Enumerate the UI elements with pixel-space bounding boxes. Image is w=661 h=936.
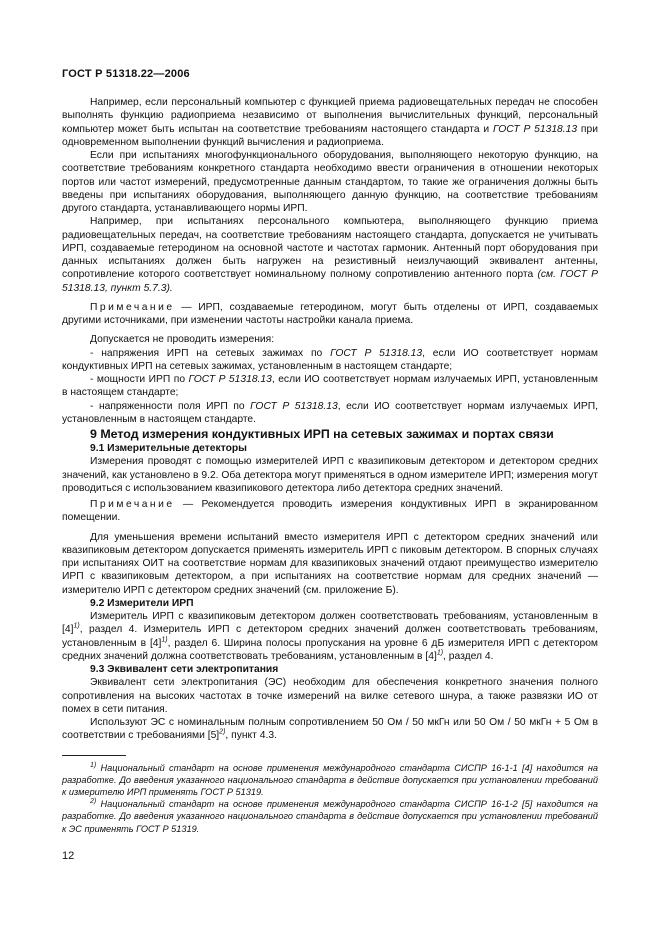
paragraph-detectors: Измерения проводят с помощью измерителей ИРП с квазипиковым детектором и детектором средних значений, как установлено в 9.2. Оба детектора могут применяться в одном измерителе ИРП; измерения могут проводиться с использованием квазипикового детектора либо детектора средних значений. (62, 456, 598, 494)
note-label: Примечание (90, 301, 175, 313)
paragraph-multifunction: Если при испытаниях многофункционального оборудования, выполняющего некоторую функцию, на соответствие требованиям конкретного стандарта необходимо ввести ограничения в отношении некоторых портов или частот измерений, предусмотренные данным стандартом, то такие же ограничения должны быть введены при испытаниях оборудования, выполняющего данную функцию, на соответствие требованиям другого стандарта, устанавливающего нормы ИРП. (62, 150, 598, 214)
subsection-9-1-heading: 9.1 Измерительные детекторы (90, 443, 247, 454)
paragraph-meters: Измеритель ИРП с квазипиковым детектором должен соответствовать требованиям, установленным в $[4]^{1)}$, раздел 4. Измеритель ИРП с детектором средних значений должен соответствовать требованиям, установленным в $[4]^{1)}$, раздел 6. Ширина полосы пропускания на уровне 6 дБ измерителя ИРП с детектором средних значений должна соответствовать требованиям, установленным в $[4]^{1)}$, раздел 4. (62, 611, 598, 662)
footnote-mark: 1) (90, 761, 97, 769)
footnote-ref: 1) (161, 636, 168, 644)
standard-reference: ГОСТ Р 51318.13 (492, 123, 578, 135)
footnote-ref: 2) (219, 728, 226, 736)
paragraph-pc-radio: Например, если персональный компьютер с функцией приема радиовещательных передач не способен выполнять функцию радиоприема независимо от выполнения вычислительных функций, персональный компьютер может быть испытан на соответствие требованиям настоящего стандарта и ГОСТ Р 51318.13 при одновременном выполнении функций вычисления и радиоприема. (62, 97, 598, 148)
paragraph-lisn-impedance: Используют ЭС с номинальным полным сопротивлением 50 Ом / 50 мкГн или 50 Ом / 50 мкГн + 5 Ом в соответствии с требованиями $[5]^{2)}$, пункт 4.3. (62, 717, 598, 742)
footnote-1: $^{1)}$ Национальный стандарт на основе применения международного стандарта СИСПР 16-1-1 [4] находится на разработке. До введения указанного национального стандарта в действие допускается при установлении требований к измерителю ИРП применять ГОСТ Р 51319. (62, 761, 598, 797)
page-number: 12 (62, 850, 75, 862)
footnote-2: $^{2)}$ Национальный стандарт на основе применения международного стандарта СИСПР 16-1-2 [5] находится на разработке. До введения указанного национального стандарта в действие допускается при установлении требований к ЭС применять ГОСТ Р 51319. (62, 798, 598, 834)
note-label: Примечание (90, 499, 175, 510)
paragraph-lisn: Эквивалент сети электропитания (ЭС) необходим для обеспечения конкретного значения полного сопротивления на высоких частотах в точке измерений на вилке сетевого шнура, а также развязки ИО от помех в сети питания. (62, 677, 598, 715)
document-header: ГОСТ Р 51318.22—2006 (62, 68, 190, 80)
paragraph-pc-example: Например, при испытаниях персонального компьютера, выполняющего функцию приема радиовещательных передач, на соответствие требованиям настоящего стандарта, допускается не учитывать ИРП, создаваемые гетеродином на основной частоте и частотах гармоник. Антенный порт оборудования при данных испытаниях должен быть нагружен на резистивный неизлучающий эквивалент антенны, сопротивление которого соответствует номинальному полному сопротивлению антенного порта (см. ГОСТ Р 51318.13, пункт 5.7.3). (62, 216, 598, 294)
paragraph-peak-detector: Для уменьшения времени испытаний вместо измерителя ИРП с детектором средних значений или квазипиковым детектором допускается применять измеритель ИРП с пиковым детектором. В спорных случаях при испытаниях ОИТ на соответствие нормам для квазипиковых значений отдают преимущество измерителю ИРП с квазипиковым детектором, а при испытаниях на соответствие нормам для средних значений — измерителю ИРП с детектором средних значений (см. приложение Б). (62, 531, 598, 596)
footnote-ref: 1) (436, 649, 444, 657)
note-shielded-room: Примечание — Рекомендуется проводить измерения кондуктивных ИРП в экранированном помещении. (62, 499, 598, 524)
paragraph-allowed-skip: Допускается не проводить измерения: (90, 334, 275, 346)
list-item: - напряженности поля ИРП по ГОСТ Р 51318.13, если ИО соответствует нормам излучаемых ИРП, установленным в настоящем стандарте. (62, 400, 599, 425)
footnote-divider (62, 755, 126, 756)
footnote-ref: 1) (73, 622, 80, 630)
list-item: - напряжения ИРП на сетевых зажимах по ГОСТ Р 51318.13, если ИО соответствует нормам кондуктивных ИРП на сетевых зажимах, установленным в настоящем стандарте; (62, 347, 598, 372)
page-content (62, 96, 598, 835)
note-heterodyne: Примечание — ИРП, создаваемые гетеродином, могут быть отделены от ИРП, создаваемых другими источниками, при изменении частоты настройки канала приема. (62, 301, 598, 326)
subsection-9-2-heading: 9.2 Измерители ИРП (90, 597, 194, 609)
section-9-heading: 9 Метод измерения кондуктивных ИРП на сетевых зажимах и портах связи (90, 427, 554, 441)
subsection-9-3-heading: 9.3 Эквивалент сети электропитания (90, 664, 279, 675)
list-item: - мощности ИРП по ГОСТ Р 51318.13, если ИО соответствует нормам излучаемых ИРП, установленным в настоящем стандарте; (62, 374, 598, 399)
footnote-mark: 2) (90, 798, 97, 806)
standard-reference: (см. ГОСТ Р 51318.13, пункт 5.7.3). (62, 269, 598, 294)
